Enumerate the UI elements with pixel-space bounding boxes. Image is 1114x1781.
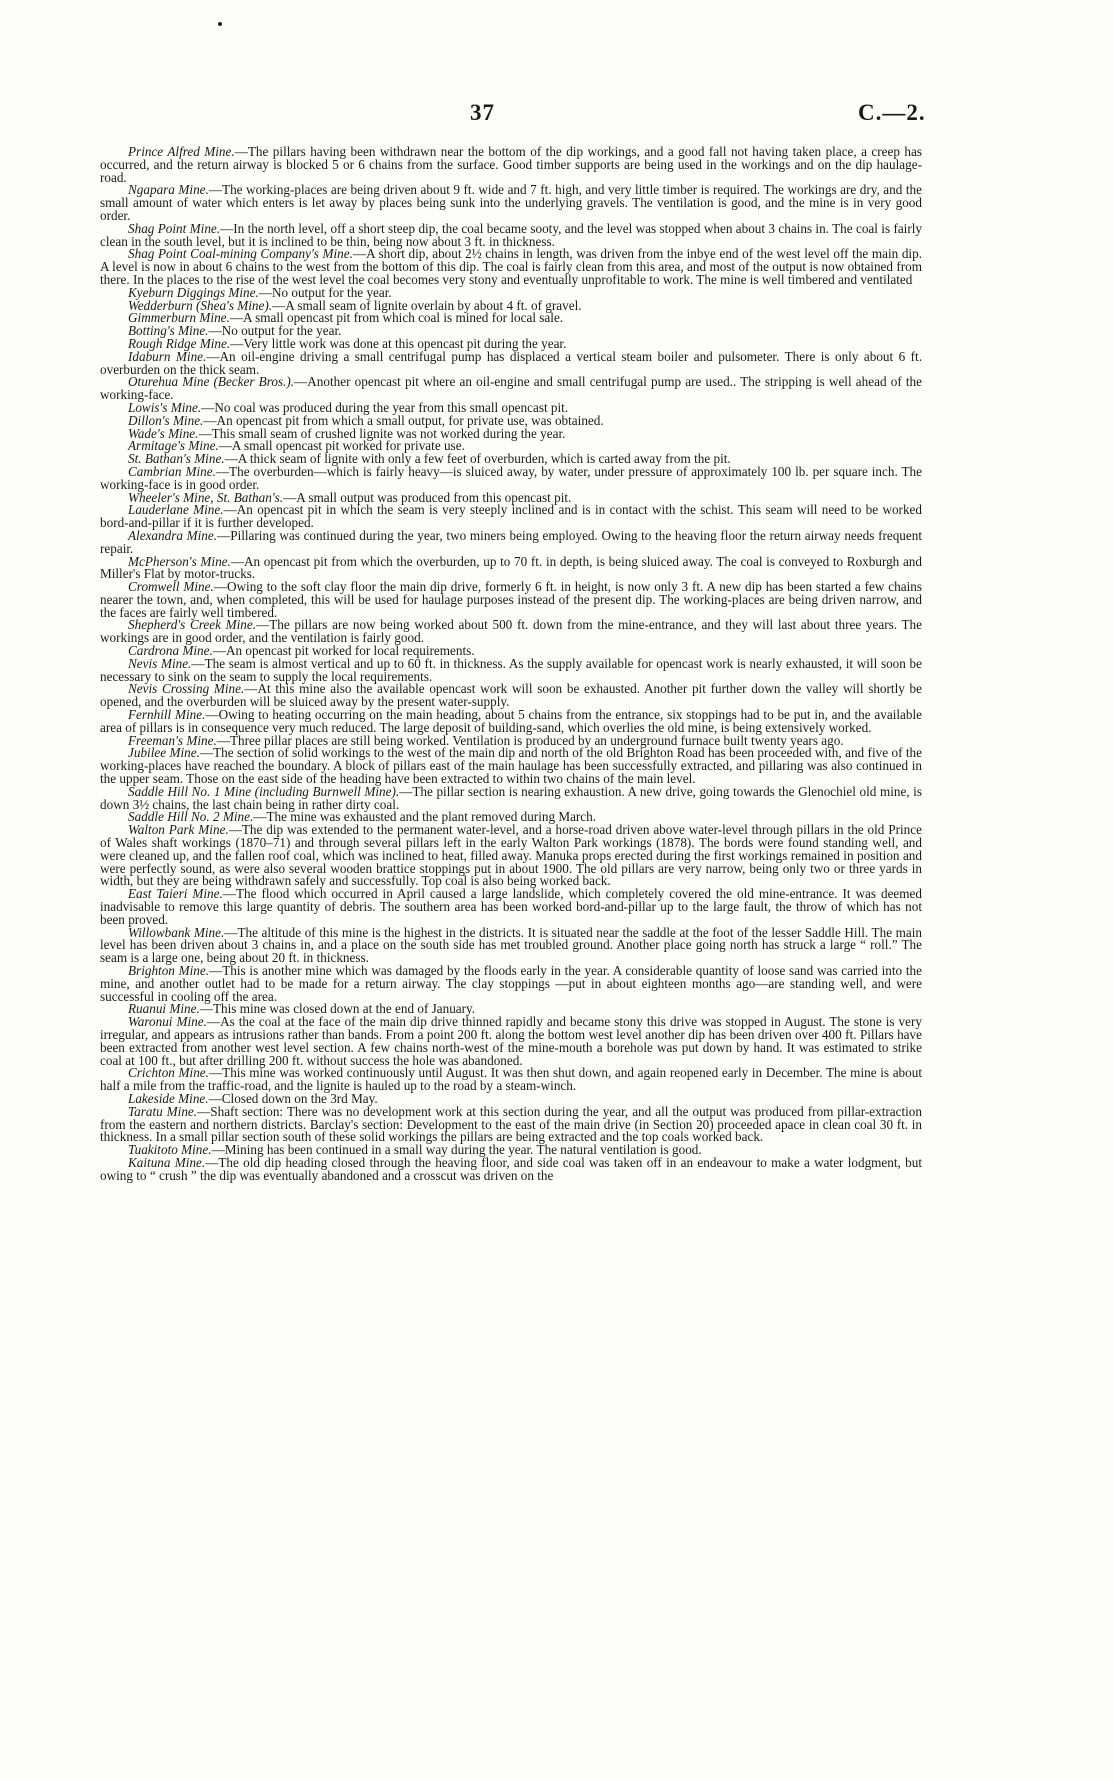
mine-name: Taratu Mine. [128,1103,198,1119]
mine-name: Kaituna Mine. [128,1154,206,1170]
mine-name: Shag Point Mine. [128,220,221,236]
mine-name: Crichton Mine. [128,1065,209,1081]
mine-description: —The section of solid workings to the west of the main dip and north of the old Brighton Road has been proceeded with, and five of the working-places have reached the boundary. A block of pillars east of the main haulage has been successfully extracted, and pillaring was also continued in the upper seam. Those on the east side of the heading have been extracted to within two chains of the main level. [100,745,922,787]
mine-name: Nevis Crossing Mine. [128,681,245,697]
mine-name: Saddle Hill No. 1 Mine (including Burnwell Mine). [128,783,400,799]
mine-description: —An opencast pit from which a small output, for private use, was obtained. [203,412,604,428]
mine-description: —A small opencast pit worked for private use. [218,438,465,454]
mine-paragraph [100,376,922,402]
mine-paragraph [100,146,922,184]
mine-description: —Very little work was done at this opencast pit during the year. [230,335,567,351]
mine-name: Ngapara Mine. [128,182,209,198]
mine-description: —This small seam of crushed lignite was not worked during the year. [198,425,566,441]
mine-description: —Closed down on the 3rd May. [208,1090,378,1106]
mine-description: —Mining has been continued in a small way during the year. The natural ventilation is good. [211,1142,702,1158]
print-mark [218,22,222,26]
mine-paragraph [100,348,922,377]
mine-paragraph [100,1016,922,1067]
mine-description: —The old dip heading closed through the heaving floor, and side coal was taken off in an endeavour to make a water lodgment, but owing to “ crush ” the dip was eventually abandoned and a crosscut was driven on the [100,1154,922,1183]
mine-name: McPherson's Mine. [128,553,231,569]
mine-description: —Owing to the soft clay floor the main dip drive, formerly 6 ft. in height, is now only 3 ft. A new dip has been started a few chains nearer the town, and, when completed, this will be used for haulage purposes instead of the present dip. The working-places are being driven narrow, and the faces are fairly well timbered. [100,579,922,620]
mine-description: —Another opencast pit where an oil-engine and small centrifugal pump are used.. The stripping is well ahead of the working-face. [100,374,922,403]
mine-name: Lauderlane Mine. [128,502,224,518]
mine-description: —A thick seam of lignite with only a few feet of overburden, which is carted away from the pit. [224,451,731,467]
mine-name: Rough Ridge Mine. [128,335,231,351]
mine-paragraph [100,553,922,582]
mine-description: —A small seam of lignite overlain by about 4 ft. of gravel. [272,297,582,313]
mine-name: East Taieri Mine. [128,886,223,902]
mine-description: —No output for the year. [208,323,342,339]
mine-description: —An opencast pit worked for local requirements. [212,643,475,659]
mine-paragraph [100,220,923,249]
mine-paragraph [100,527,923,556]
mine-paragraph [100,504,922,530]
mine-name: Fernhill Mine. [128,707,206,723]
mine-name: Cambrian Mine. [128,463,216,479]
mine-description: —This is another mine which was damaged by the floods early in the year. A considerable quantity of loose sand was carried into the mine, and another outlet had to be made for a return airway. The clay stoppings —put in about eighteen months ago—are standing well, and were successful in cooling off the area. [100,963,922,1004]
mine-name: Shag Point Coal-mining Company's Mine. [128,246,353,262]
mine-description: —No coal was produced during the year from this small opencast pit. [201,399,569,415]
mine-description: —Three pillar places are still being worked. Ventilation is produced by an underground furnace built twenty years ago. [216,732,844,748]
mine-paragraph [100,1154,922,1183]
mine-paragraph [100,1103,922,1145]
mine-description: —A short dip, about 2½ chains in length, was driven from the inbye end of the west level off the main dip. A level is now in about 6 chains to the west from the bottom of this dip. The coal is fairly clean from this area, and most of the output is now obtained from there. In the places to the rise of the west level the coal becomes very stony and eventually unprofitable to work. The mine is well timbered and ventilated [100,246,922,287]
mine-name: Wheeler's Mine, St. Bathan's. [128,489,284,505]
mine-name: Lowis's Mine. [128,399,202,415]
mine-description: —The mine was exhausted and the plant removed during March. [253,809,597,825]
mine-name: Idaburn Mine. [128,348,207,364]
mine-paragraph [100,709,922,735]
mine-description: —In the north level, off a short steep dip, the coal became sooty, and the level was stopped when about 3 chains in. The coal is fairly clean in the south level, but it is inclined to be thin, being now about 3 ft. in thickness. [100,220,923,249]
mine-description: —The seam is almost vertical and up to 60 ft. in thickness. As the supply available for opencast work is nearly exhausted, it will soon be necessary to sink on the seam to supply the local requirements. [100,655,922,684]
mine-description: —A small opencast pit from which coal is mined for local sale. [229,310,564,326]
report-body [100,146,922,1183]
mine-name: Kyeburn Diggings Mine. [128,284,259,300]
mine-paragraph [100,683,922,709]
mine-paragraph [100,581,922,619]
mine-name: Walton Park Mine. [128,822,229,838]
document-code: C.—2. [858,100,926,125]
mine-name: Saddle Hill No. 2 Mine. [128,809,254,825]
mine-paragraph [100,824,922,888]
mine-description: —This mine was worked continuously until August. It was then shut down, and again reopened early in December. The mine is about half a mile from the traffic-road, and the lignite is hauled up to the road by a steam-winch. [100,1065,922,1094]
mine-description: —Owing to heating occurring on the main heading, about 5 chains from the entrance, six stoppings had to be put in, and the available area of pillars is in consequence very much reduced. The large deposit of building-sand, which overlies the old mine, is being extensively worked. [100,707,922,735]
mine-name: Tuakitoto Mine. [128,1142,212,1158]
mine-name: Cromwell Mine. [128,579,214,595]
mine-description: —As the coal at the face of the main dip drive thinned rapidly and became stony this drive was stopped in August. The stone is very irregular, and appears as intrusions rather than bands. From a point 200 ft. along the bottom west level another dip has been driven over 400 ft. Pillars have been extracted from another west level section. A few chains north-west of the mine-mouth a borehole was put down by hand. It was estimated to strike coal at 100 ft., but after drilling 200 ft. without success the hole was abandoned. [100,1014,922,1068]
mine-paragraph [100,747,922,785]
mine-description: —The flood which occurred in April caused a large landslide, which completely covered the old mine-entrance. It was deemed inadvisable to remove this large quantity of debris. The southern area has been worked bord-and-pillar up to the large fault, the throw of which has not been proved. [100,886,922,927]
mine-name: Botting's Mine. [128,323,209,339]
mine-description: —The dip was extended to the permanent water-level, and a horse-road driven above water-level through pillars in the old Prince of Wales shaft workings (1870–71) and through several pillars left in the early Walton Park workings (1878). The bords were found standing well, and were cleaned up, and the fallen roof coal, which was inclined to heat, filled away. Manuka props erected during the first workings remained in position and were perfectly sound, as were also several wooden brattice stoppings put in about 1900. The old pillars are very narrow, being only two or three yards in width, but they are being withdrawn safely and successfully. Top coal is also being worked back. [100,822,922,889]
mine-paragraph [100,965,922,1003]
mine-description: —Pillaring was continued during the year, two miners being employed. Owing to the heaving floor the return airway needs frequent repair. [100,527,923,556]
mine-name: Oturehua Mine (Becker Bros.). [128,374,295,390]
mine-description: —At this mine also the available opencast work will soon be exhausted. Another pit further down the valley will shortly be opened, and the overburden will be sluiced away by the present water-supply. [100,681,923,710]
mine-name: Alexandra Mine. [128,527,218,543]
mine-description: —The overburden—which is fairly heavy—is sluiced away, by water, under pressure of approximately 100 lb. per square inch. The working-face is in good order. [100,463,922,492]
mine-name: Willowbank Mine. [128,924,225,940]
mine-description: —An oil-engine driving a small centrifugal pump has displaced a vertical steam boiler and pulsometer. There is only about 6 ft. overburden on the thick seam. [100,348,922,377]
mine-name: St. Bathan's Mine. [128,451,225,467]
mine-name: Wade's Mine. [128,425,199,441]
mine-description: —The working-places are being driven about 9 ft. wide and 7 ft. high, and very little timber is required. The workings are dry, and the small amount of water which enters is let away by places being sunk into the underlying gravels. The ventilation is good, and the mine is in very good order. [100,182,922,223]
mine-name: Cardrona Mine. [128,643,213,659]
mine-paragraph [100,924,922,966]
mine-name: Jubilee Mine. [128,745,200,761]
mine-paragraph [100,184,922,222]
mine-paragraph [100,655,922,684]
mine-description: —An opencast pit from which the overburden, up to 70 ft. in depth, is being sluiced away. The coal is conveyed to Roxburgh and Miller's Flat by motor-trucks. [100,553,922,582]
mine-name: Shepherd's Creek Mine. [128,617,257,633]
mine-description: —No output for the year. [258,284,392,300]
mine-description: —The pillar section is nearing exhaustion. A new drive, going towards the Glenochiel old mine, is down 3½ chains, the last chain being in rather dirty coal. [100,783,922,812]
page-number: 37 [470,100,495,125]
mine-description: —The pillars are now being worked about 500 ft. down from the mine-entrance, and they will last about three years. The workings are in good order, and the ventilation is fairly good. [100,617,922,646]
mine-name: Armitage's Mine. [128,438,219,454]
mine-name: Waronui Mine. [128,1014,207,1030]
mine-name: Dillon's Mine. [128,412,204,428]
mine-paragraph [100,783,922,812]
mine-name: Wedderburn (Shea's Mine). [128,297,273,313]
mine-description: —This mine was closed down at the end of January. [199,1001,476,1017]
mine-paragraph [100,1067,922,1093]
mine-description: —Shaft section: There was no development work at this section during the year, and all the output was produced from pillar-extraction from the eastern and northern districts. Barclay's section: Development to the east of the main drive (in Section 20) proceeded apace in clean coal 30 ft. in thickness. In a small pillar section south of these solid workings the pillars are being extracted and the top coals worked back. [100,1103,922,1145]
mine-paragraph [100,888,922,926]
mine-description: —The pillars having been withdrawn near the bottom of the dip workings, and a good fall not having taken place, a creep has occurred, and the return airway is blocked 5 or 6 chains from the surface. Good timber supports are being used in the workings and on the dip haulage-road. [100,144,922,185]
mine-paragraph [100,463,922,492]
mine-paragraph [100,248,922,286]
mine-name: Nevis Mine. [128,655,192,671]
mine-name: Freeman's Mine. [128,732,217,748]
mine-name: Brighton Mine. [128,963,210,978]
mine-description: —A small output was produced from this opencast pit. [283,489,572,505]
mine-name: Gimmerburn Mine. [128,310,230,326]
mine-name: Prince Alfred Mine. [128,144,235,159]
mine-name: Ruanui Mine. [128,1001,200,1017]
mine-description: —The altitude of this mine is the highest in the districts. It is situated near the saddle at the foot of the lesser Saddle Hill. The main level has been driven about 3 chains in, and a place on the south side has met troubled ground. Another place going north has struck a large “ roll.” The seam is a large one, being about 20 ft. in thickness. [100,924,922,966]
mine-description: —An opencast pit in which the seam is very steeply inclined and is in contact with the schist. This seam will need to be worked bord-and-pillar if it is further developed. [100,502,922,531]
mine-paragraph [100,619,922,645]
mine-name: Lakeside Mine. [128,1090,209,1106]
